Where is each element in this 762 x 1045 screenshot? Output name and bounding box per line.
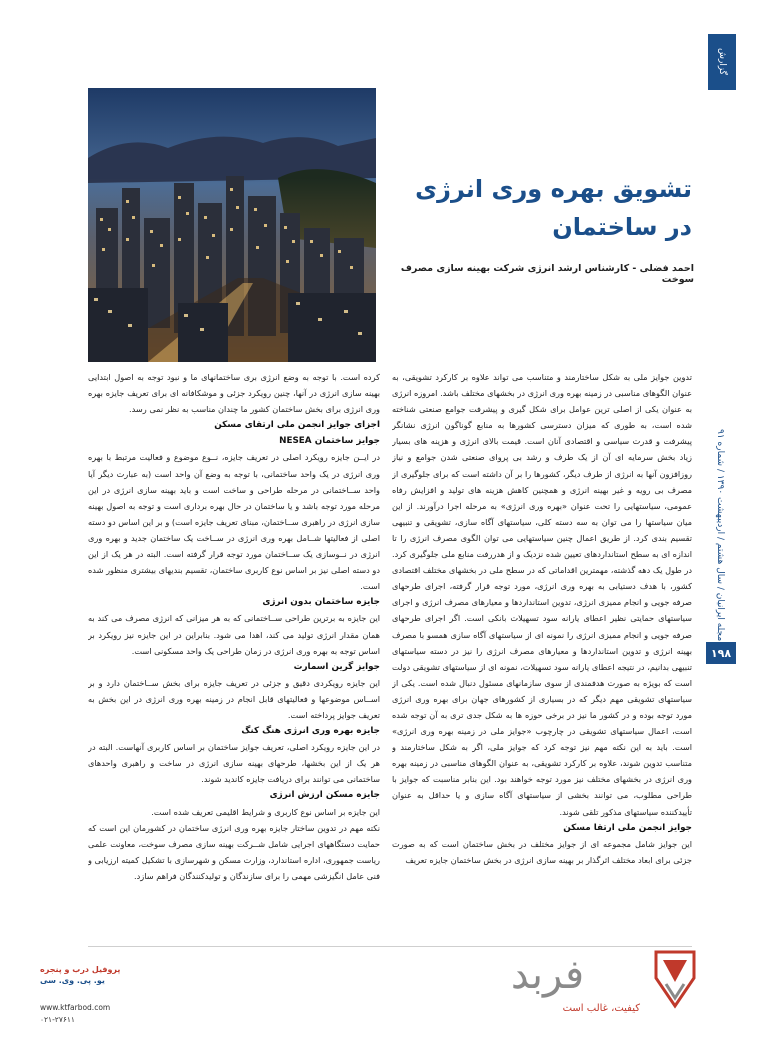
ad-tagline — [40, 964, 130, 986]
subheading: جوایز گرین اسمارت — [293, 661, 380, 672]
subheading: جایزه ساختمان بدون انرژی — [262, 597, 380, 608]
subheading: جایزه مسکن ارزش انرژی — [269, 790, 380, 801]
subheading: اجزای جوایز انجمن ملی ارتقای مسکن — [214, 420, 380, 431]
ad-phone: ۰۲۱-۲۷۶۱۱ — [40, 1015, 75, 1024]
brand-emblem-icon — [652, 948, 698, 1010]
paragraph: در این جایزه رویکرد اصلی، تعریف جوایز ساختمان بر اساس کاربری آنهاست. البته در هر یک از این بخشها، طرحهای بهینه سازی انرژی در ساخت و راهبری واحدهای ساختمانی می توانند برای دریافت جایزه کاندید شوند. — [88, 742, 380, 785]
section-tab: گزارش — [708, 34, 736, 90]
page-number: ۱۹۸ — [706, 642, 736, 664]
paragraph: نکته مهم در تدوین ساختار جایزه بهره وری انرژی ساختمان در کشورمان این است که حمایت دستگاههای اجرایی شامل شــرکت بهینه سازی مصرف سوخت، معاونت علمی ریاست جمهوری، اداره استاندارد، وزارت مسکن و شهرسازی با تشکیل کمیته ارزیابی و فنی عامل انگیزشی مهمی را برای سازندگان و تولیدکنندگان فراهم سازد. — [88, 822, 380, 881]
subheading: جوایز ساختمان NESEA — [279, 436, 380, 447]
running-head: مجله ایرانیان / سال هشتم / اردیبهشت ۱۳۹۰ / شماره ۹۱ — [715, 428, 725, 642]
author-byline: احمد فضلی - کارشناس ارشد انرژی شرکت بهینه سازی مصرف سوخت — [400, 263, 694, 285]
title-line-1: تشویق بهره وری انرژی — [415, 175, 692, 203]
title-line-2: در ساختمان — [552, 213, 692, 241]
paragraph: این جایزه به برترین طراحی ســاختمانی که به هر میزانی که انرژی مصرف می کند به همان مقدار انرژی تولید می کند، اهدا می شود. بنابراین در این جایزه نیز رویکرد بر اساس توجه به بهره وری انرژی در زمان طراحی یک واحد مسکونی است. — [88, 613, 380, 656]
city-night-photo — [88, 88, 376, 362]
body-column-right — [392, 369, 692, 939]
ad-divider — [88, 946, 692, 947]
ad-tagline-line-2: یو. پی. وی. سی — [40, 976, 105, 985]
body-column-left — [88, 369, 380, 931]
ad-brand-logo: فربد — [510, 952, 585, 998]
ad-slogan: کیفیت، غالب است — [562, 1003, 640, 1014]
paragraph: تدوین جوایز ملی به شکل ساختارمند و متناسب می تواند علاوه بر کارکرد تشویقی، به عنوان الگوهای مناسبی در زمینه بهره وری انرژی در بخشهای مختلف باشد. امروزه انرژی به عنوان یکی از اصلی ترین عوامل برای شکل گیری و پیشرفت جوامع صنعتی شناخته شده است، به طوری که میزان دسترسی کشورها به منابع گوناگون انرژی نشانگر پیشرفت و قدرت سیاسی و اقتصادی آنان است. قیمت بالای انرژی و هزینه های بسیار زیاد بخش سرمایه ای آن از یک طرف و رشد بی پروای صنعتی شدن جوامع و نیاز روزافزون آنها به انرژی از طرف دیگر، کشورها را بر آن داشته است که برای جلوگیری از مصرف بی رویه و غیر بهینه انرژی و همچنین کاهش هزینه های تولید و افزایش رفاه عمومی، سیاستهایی را تحت عنوان «بهره وری انرژی» به مرحله اجرا درآورند. از این میان سیاستها را می توان به سه دسته کلی، سیاستهای آگاه سازی، تشویقی و تنبیهی تقسیم بندی کرد. از طریق اعمال چنین سیاستهایی می توان الگوی مصرف انرژی را تا اندازه ای به سطح استانداردهای تعیین شده نزدیک و از هدررفت منابع ملی جلوگیری کرد. در طول یک دهه گذشته، مهمترین اقداماتی که در سطح ملی در بخشهای مختلف اقتصادی کشور، با هدف دستیابی به بهره وری انرژی، مورد توجه قرار گرفته، اجرای طرحهای صرفه جویی و انجام ممیزی انرژی، تدوین استانداردها و معیارهای مصرف انرژی و اجرای سیاستهای حمایتی نظیر اعطای یارانه سود تسهیلات بانکی است. اگر اجرای طرحهای صرفه جویی و انجام ممیزی انرژی را نمونه ای از سیاستهای آگاه سازی همسو با مصرف بهینه انرژی و تدوین استانداردها و معیارهای مصرف انرژی را نیز در دسته سیاستهای تنبیهی بدانیم، در نتیجه اعطای یارانه سود تسهیلات، نمونه ای از سیاستهای تشویقی دولت است که بویژه به صورت هدفمندی از سوی سازمانهای مسئول دنبال شده است. یکی از سیاستهای تشویقی مهم دیگر که در بسیاری از کشورهای جهان برای بهره وری انرژی مورد توجه بوده و در کشور ما نیز در برخی حوزه ها به شکل جدی تری به آن توجه شده است، اعمال سیاستهای تشویقی در چارچوب «جوایز ملی در زمینه بهره وری انرژی» است. باید به این نکته مهم نیز توجه کرد که جوایز ملی، اگر به شکل ساختارمند و متناسب تدوین شوند، علاوه بر کارکرد تشویقی، به عنوان الگوهای مناسبی در زمینه بهره وری انرژی در بخشهای مختلف نیز مورد توجه خواهند بود. این بنابر مناسبت که جوایز با طراحی مطلوب، می توانند بخشی از سیاستهای آگاه سازی و یا حداقل به عنوان تأییدکننده سیاستهای مذکور تلقی شوند. — [392, 372, 692, 817]
paragraph: این جوایز شامل مجموعه ای از جوایز مختلف در بخش ساختمان است که به صورت جزئی برای ابعاد مختلف اثرگذار بر بهینه سازی انرژی در بخش ساختمان جایزه تعریف — [392, 838, 692, 865]
paragraph: این جایزه بر اساس نوع کاربری و شرایط اقلیمی تعریف شده است. — [151, 806, 380, 817]
article-title — [392, 170, 692, 246]
paragraph: این جایزه رویکردی دقیق و جزئی در تعریف جایزه برای بخش ســاختمان دارد و بر اســاس موضوعها و فعالیتهای قابل انجام در زمینه بهره وری انرژی در این بخش به تعریف جوایز پرداخته است. — [88, 677, 380, 720]
paragraph: در ایــن جایزه رویکرد اصلی در تعریف جایزه، نــوع موضوع و فعالیت مرتبط با بهره وری انرژی در یک واحد ساختمانی، با توجه به وضع آن واحد است (به عبارت دیگر آیا واحد ســاختمانی در مرحله طراحی و ساخت است و باید بهینه سازی انرژی در این مرحله مورد توجه باشد و یا ساختمان در حال بهره برداری است و توجه به اصول بهینه سازی انرژی در راهبری ســاختمان، مبنای تعریف جایزه است) و بر این اساس دو دسته اصلی از فعالیتها شــامل بهره وری انرژی در ســاخت یک ساختمان جدید و بهره وری انرژی در نــوسازی یک ســاختمان مورد توجه قرار گرفته است. البته در هر یک از این دو دسته اصلی نیز بر اساس نوع کاربری ساختمان، تقسیم بندیهای بیشتری منظور شده است. — [88, 452, 380, 592]
subheading: جوایز انجمن ملی ارتقا مسکن — [563, 822, 692, 833]
ad-website[interactable]: www.ktfarbod.com — [40, 1003, 111, 1012]
city-night-illustration — [88, 88, 376, 362]
subheading: جایزه بهره وری انرژی هنگ کنگ — [241, 726, 380, 737]
paragraph: کرده است. با توجه به وضع انرژی بری ساختمانهای ما و نبود توجه به اصول ابتدایی بهینه سازی انرژی در آنها، چنین رویکرد جزئی و موشکافانه ای برای تعریف جایزه بهره وری انرژی برای بخش ساختمان کشور ما چندان مناسب به نظر نمی رسد. — [88, 372, 380, 415]
ad-tagline-line-1: پروفیل درب و پنجره — [40, 965, 121, 974]
